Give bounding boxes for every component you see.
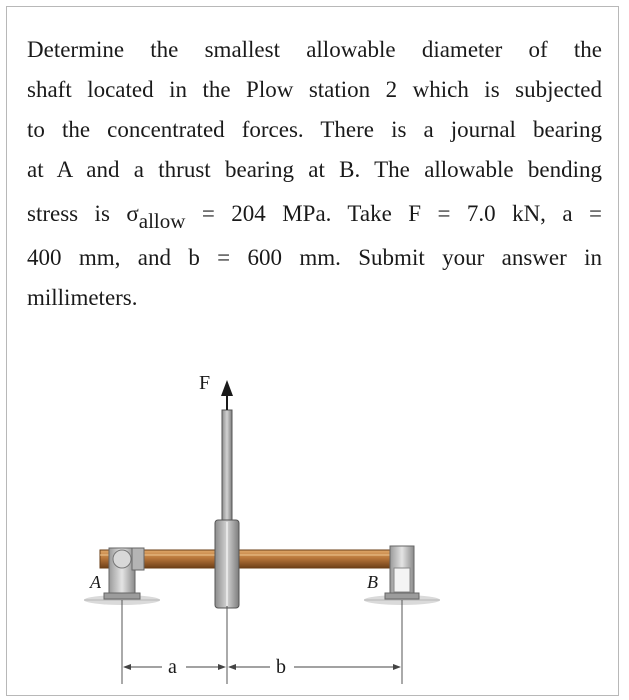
- journal-bearing-a: [104, 548, 144, 599]
- dimension-b: [228, 664, 401, 670]
- stress-subscript: allow: [138, 209, 186, 233]
- problem-line-3: to the concentrated forces. There is a journal bearing: [27, 117, 602, 142]
- bearing-b-label: B: [367, 572, 378, 592]
- stress-symbol-text: stress is σ: [27, 201, 139, 226]
- bearing-a-label: A: [90, 572, 101, 592]
- problem-line-2: shaft located in the Plow station 2 which is subjected: [27, 77, 602, 102]
- problem-line-1: Determine the smallest allowable diameter of the: [27, 37, 602, 62]
- pulley-plate: [215, 410, 239, 608]
- problem-line-7: millimeters.: [27, 285, 138, 310]
- stress-value-text: = 204 MPa. Take F = 7.0 kN, a =: [185, 201, 603, 226]
- thrust-bearing-b: [385, 546, 419, 599]
- force-arrow: [221, 380, 233, 410]
- problem-line-6: 400 mm, and b = 600 mm. Submit your answer in: [27, 245, 602, 270]
- dim-a-label: a: [168, 656, 177, 678]
- dim-b-label: b: [276, 656, 286, 678]
- force-label: F: [199, 372, 211, 394]
- problem-line-4: at A and a thrust bearing at B. The allowable bending: [27, 157, 602, 182]
